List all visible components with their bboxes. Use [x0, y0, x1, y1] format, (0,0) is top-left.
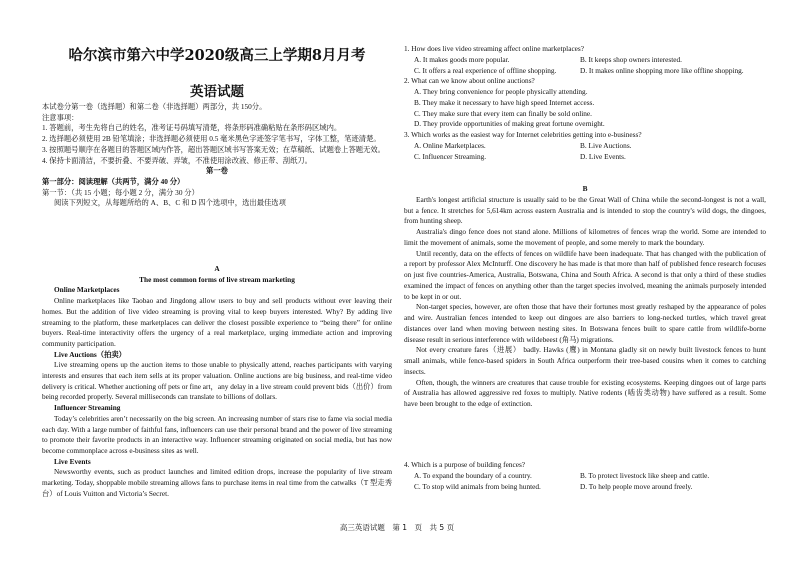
paragraph: Online marketplaces like Taobao and Jingdong allow users to buy and sell products without ever leaving their homes. But the addition of live video streaming is proving vital to keep buyers interested. Why? By adding live streaming to the platform, these marketplaces can deliver the closest possible experience to “being there” for online buyers. Real-time interactivity offers the urgency of a real marketplace, urging immediate action and improving community participation.: [42, 296, 392, 348]
instructions-block: [42, 102, 392, 209]
subheading: Online Marketplaces: [54, 285, 120, 295]
passage-letter: B: [582, 184, 588, 193]
passage-title: The most common forms of live stream marketing: [139, 274, 295, 284]
exam-subtitle: 英语试题: [190, 84, 244, 100]
part-heading: 第一部分：阅读理解（共两节，满分 40 分）: [42, 176, 185, 186]
question-stem: 1. How does live video streaming affect online marketplaces?: [404, 44, 584, 53]
paragraph: Today’s celebrities aren’t necessarily on the big screen. An increasing number of stars rise to fame via social media each day. With a large number of faithful fans, influencers can use their personal brand and the power of live streaming to promote their favorite products in an interactive way. Influencer streaming originated on social media, but has now become commonplace across e-business sites as well.: [42, 413, 392, 455]
option-row: [404, 141, 766, 152]
question-stem: 3. Which works as the easiest way for Internet celebrities getting into e-business?: [404, 130, 642, 139]
passage-a: [42, 264, 392, 499]
question-4: [404, 460, 766, 492]
option-b[interactable]: B. It keeps shop owners interested.: [580, 54, 682, 64]
question-stem: 4. Which is a purpose of building fences?: [404, 460, 526, 469]
option-row: [404, 66, 766, 77]
paragraph: Australia's dingo fence does not stand alone. Millions of kilometres of fences wrap the world. Some are intended to limit the movement of animals, some the movement of people, and some merely to mark the boundary.: [404, 227, 766, 247]
option-b[interactable]: B. To protect livestock like sheep and cattle.: [580, 470, 710, 480]
section-instruction: 阅读下列短文，从每题所给的 A、B、C 和 D 四个选项中，选出最佳选项: [54, 198, 286, 208]
option-c[interactable]: C. It offers a real experience of offline shopping.: [414, 65, 557, 75]
volume-heading: 第一卷: [206, 166, 228, 176]
paragraph: Non-target species, however, are often those that have their fortunes most greatly reshaped by the appearance of poles and wire. Australian fences intended to keep out dingoes are also barriers to long-necked turtles, which travel great distances over land when moving between nesting sites. In Botswana fences built to spare cattle from wildlife-borne disease result in serious interference with wildebeest (角马) migrations.: [404, 302, 766, 344]
option-row: [404, 471, 766, 482]
paragraph: Newsworthy events, such as product launches and limited edition drops, increase the popularity of live stream marketing. Today, shoppable mobile streaming allows fans to purchase items in real time from the catwalks（T 型走秀台）of Louis Vuitton and Victoria’s Secret.: [42, 467, 392, 498]
paragraph: Until recently, data on the effects of fences on wildlife have been inadequate. That has changed with the publication of a report by professor Alex McInturff. One discovery he has made is that more than half of published fence research focuses on just five countries-America, Australia, Botswana, China and South Africa. A second is that only a third of these studies examined the impact of fences on anything other than the target species involved, meaning the animals purposely intended to be kept in or out.: [404, 248, 766, 301]
questions-1-3: [404, 44, 766, 162]
option-a[interactable]: A. They bring convenience for people physically attending.: [414, 87, 588, 96]
subheading: Live Auctions（拍卖）: [54, 349, 126, 359]
option-c[interactable]: C. To stop wild animals from being hunted.: [414, 481, 541, 491]
page-footer: 高三英语试题 第 1 页 共 5 页: [339, 523, 455, 532]
question-stem: 2. What can we know about online auctions?: [404, 76, 535, 86]
subheading: Influencer Streaming: [54, 403, 121, 413]
option-b[interactable]: B. Live Auctions.: [580, 140, 632, 150]
option-a[interactable]: A. Online Marketplaces.: [414, 140, 486, 150]
passage-b: [404, 184, 766, 410]
option-b[interactable]: B. They make it necessary to have high speed Internet access.: [414, 97, 595, 107]
option-a[interactable]: A. It makes goods more popular.: [414, 54, 510, 64]
notes-heading: 注意事项：: [42, 112, 79, 122]
option-a[interactable]: A. To expand the boundary of a country.: [414, 470, 532, 480]
subheading: Live Events: [54, 456, 91, 466]
option-d[interactable]: D. It makes online shopping more like offline shopping.: [580, 65, 744, 75]
passage-letter: A: [214, 264, 220, 273]
note-item: 3. 按照题号顺序在各题目的答题区域内作答，超出答题区域书写答案无效；在草稿纸、试题卷上答题无效。: [42, 144, 385, 154]
option-c[interactable]: C. They make sure that every item can finally be sold online.: [414, 108, 592, 118]
option-row: [404, 152, 766, 163]
paragraph: Live streaming opens up the auction items to those unable to physically attend, reaches participants with varying interests and ensures that each item sells at its proper valuation. Online auctions are big business, and real-time video delivery is critical. Whether auctioning off pets or fine art，any delay in a live stream could prevent bids（出价）from being recorded properly. Several milliseconds can translate to billions of dollars.: [42, 360, 392, 402]
section-heading: 第一节：（共 15 小题；每小题 2 分，满分 30 分）: [42, 187, 199, 197]
option-c[interactable]: C. Influencer Streaming.: [414, 151, 487, 161]
paragraph: Often, though, the winners are creatures that cause trouble for existing ecosystems. Keeping dingoes out of large parts of Australia has allowed aggressive red foxes to multiply. Native rodents (啮齿类动物) have suffered as a result. Some have been brought to the edge of extinction.: [404, 377, 766, 408]
option-row: [404, 55, 766, 66]
paragraph: Not every creature fares（进展） badly. Hawks (鹰) in Montana gladly sit on newly built livestock fences to hunt small animals, while fence-based spiders in South Africa outperform their tree-based cousins when it comes to catching insects.: [404, 345, 766, 376]
paragraph: Earth's longest artificial structure is usually said to be the Great Wall of China while the second-longest is not a wall, but a fence. It stretches for 5,614km across eastern Australia and is intended to stop the country's wild dogs, the dingoes, from hunting sheep.: [404, 194, 766, 226]
option-d[interactable]: D. They provide opportunities of making great fortune overnight.: [414, 119, 605, 129]
note-item: 2. 选择题必须使用 2B 铅笔填涂；非选择题必须使用 0.5 毫米黑色字迹签字笔书写，字体工整，笔迹清楚。: [42, 134, 381, 144]
option-row: [404, 482, 766, 493]
exam-title: 哈尔滨市第六中学2020级高三上学期8月月考: [68, 47, 366, 64]
intro-text: 本试卷分第一卷（选择题）和第二卷（非选择题）两部分，共 150分。: [42, 102, 267, 111]
note-item: 4. 保持卡面清洁，不要折叠、不要弄破、弄皱，不准使用涂改液、修正带、刮纸刀。: [42, 155, 312, 165]
option-d[interactable]: D. Live Events.: [580, 151, 626, 161]
note-item: 1. 答题前，考生先将自己的姓名，准考证号码填写清楚，将条形码准确粘贴在条形码区域内。: [42, 123, 342, 133]
option-d[interactable]: D. To help people move around freely.: [580, 481, 693, 491]
